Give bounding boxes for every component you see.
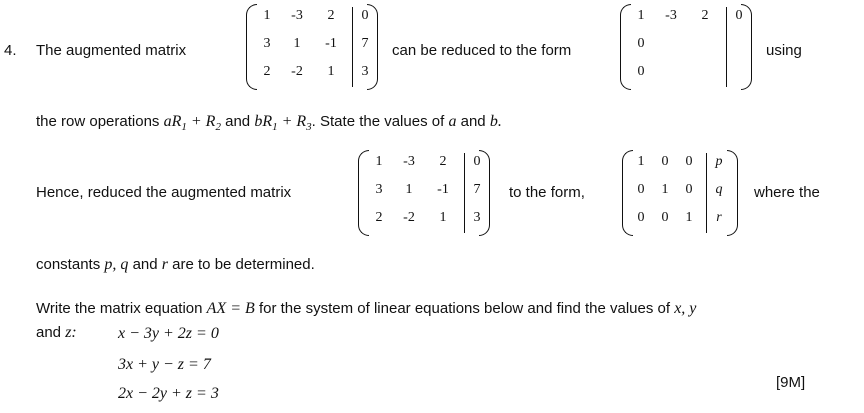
matrix-cell: 0: [473, 154, 481, 169]
matrix-cell: 2: [439, 154, 447, 169]
equation-3: 2x − 2y + z = 3: [118, 385, 219, 402]
augment-bar: [464, 153, 465, 233]
augment-bar: [352, 7, 353, 87]
matrix-cell: 3: [375, 182, 383, 197]
matrix-cell: 0: [685, 182, 693, 197]
part2-end: where the: [754, 184, 820, 201]
part2-middle: to the form,: [509, 184, 585, 201]
matrix-cell: 2: [701, 8, 709, 23]
matrix-cell: 2: [375, 210, 383, 225]
part1-middle: can be reduced to the form: [392, 42, 572, 59]
line2-b: . State the values of: [311, 113, 445, 130]
matrix-cell: 0: [637, 36, 645, 51]
and-z-label: and z:: [36, 324, 77, 341]
matrix-cell: 1: [439, 210, 447, 225]
matrix-cell: p: [715, 154, 723, 169]
matrix-cell: 0: [637, 64, 645, 79]
equation-2: 3x + y − z = 7: [118, 356, 211, 373]
matrix-cell: 1: [637, 8, 645, 23]
row-operations-line: [36, 113, 502, 133]
matrix-cell: 1: [685, 210, 693, 225]
augmented-matrix-2: [358, 150, 490, 236]
equation-1: x − 3y + 2z = 0: [118, 325, 219, 342]
matrix-cell: -3: [403, 154, 415, 169]
matrix-cell: 1: [327, 64, 335, 79]
matrix-cell: 0: [661, 154, 669, 169]
augment-bar: [726, 7, 727, 87]
matrix-cell: 3: [263, 36, 271, 51]
matrix-cell: 0: [735, 8, 743, 23]
op2: $bR_1 + R_3$: [254, 113, 312, 134]
matrix-cell: -3: [291, 8, 303, 23]
matrix-cell: 2: [263, 64, 271, 79]
part1-end: using: [766, 42, 802, 59]
var-b: b.: [489, 113, 502, 130]
and-word: and: [225, 113, 251, 130]
matrix-cell: r: [716, 210, 722, 225]
matrix-cell: 0: [637, 182, 645, 197]
matrix-cell: -2: [291, 64, 303, 79]
matrix-cell: 7: [361, 36, 369, 51]
matrix-cell: 3: [473, 210, 481, 225]
matrix-cell: q: [715, 182, 723, 197]
matrix-cell: 0: [685, 154, 693, 169]
matrix-cell: 1: [637, 154, 645, 169]
var-a: a: [448, 113, 457, 130]
matrix-cell: 1: [293, 36, 301, 51]
matrix-cell: 1: [375, 154, 383, 169]
matrix-equation-line: Write the matrix equation AX = B for the system of linear equations below and find the values of x, y: [36, 300, 697, 317]
matrix-cell: 0: [661, 210, 669, 225]
constants-line: constants p, q and r are to be determined.: [36, 256, 315, 273]
matrix-cell: -3: [665, 8, 677, 23]
matrix-cell: 2: [327, 8, 335, 23]
matrix-cell: -2: [403, 210, 415, 225]
marks-label: [9M]: [776, 374, 806, 391]
matrix-cell: 0: [361, 8, 369, 23]
line2-a: the row operations: [36, 113, 160, 130]
op1: $aR_1 + R_2$: [163, 113, 221, 134]
matrix-cell: -1: [325, 36, 337, 51]
matrix-cell: 1: [263, 8, 271, 23]
part1-intro: The augmented matrix: [36, 42, 187, 59]
matrix-cell: 7: [473, 182, 481, 197]
augmented-matrix-1: [246, 4, 378, 90]
question-number: 4.: [4, 42, 17, 59]
matrix-cell: 3: [361, 64, 369, 79]
final-form-matrix: [622, 150, 738, 236]
matrix-cell: -1: [437, 182, 449, 197]
augment-bar: [706, 153, 707, 233]
matrix-cell: 1: [661, 182, 669, 197]
matrix-cell: 0: [637, 210, 645, 225]
matrix-cell: 1: [405, 182, 413, 197]
reduced-form-matrix: [620, 4, 752, 90]
and-word-2: and: [460, 113, 486, 130]
part2-intro: Hence, reduced the augmented matrix: [36, 184, 292, 201]
